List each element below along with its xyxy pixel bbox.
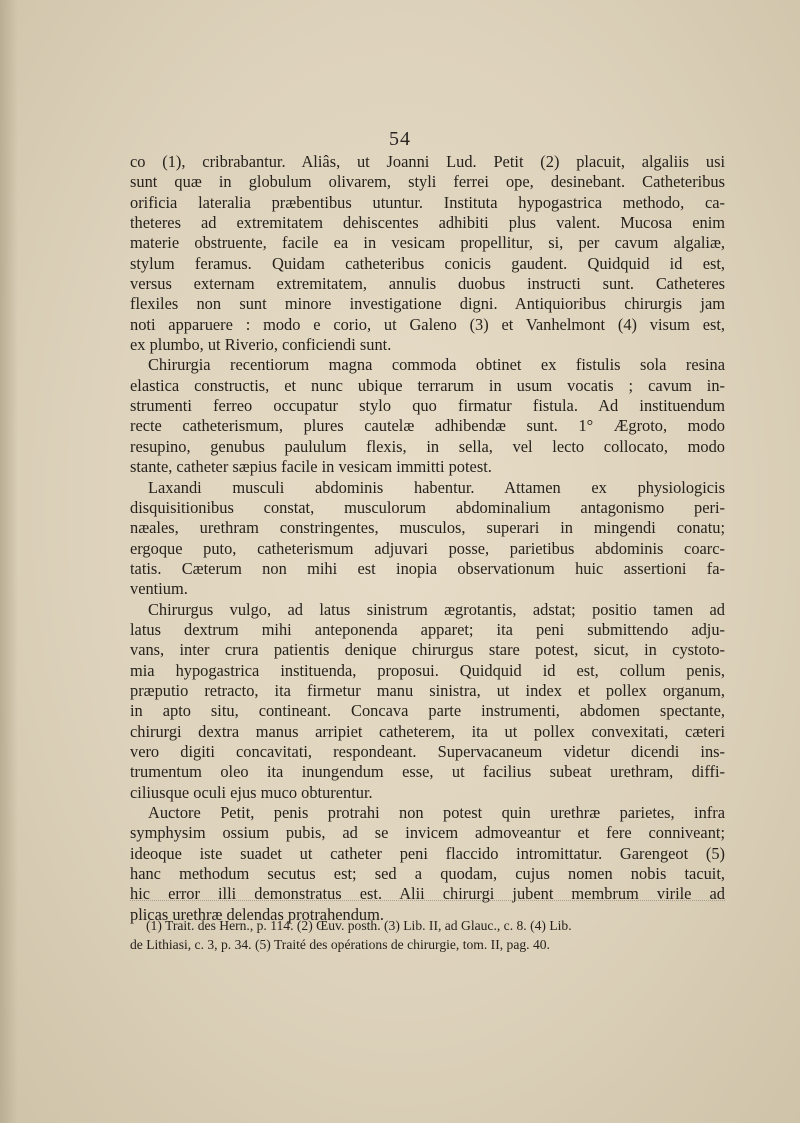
text-line: noti apparuere : modo e corio, ut Galeno (3) et Vanhelmont (4) visum est, [130,314,725,334]
footnotes [130,916,725,954]
footnote-divider [130,900,725,901]
paragraph-1 [130,152,725,355]
text-line: næales, urethram constringentes, musculos, superari in mingendi conatu; [130,518,725,538]
text-line: co (1), cribrabantur. Aliâs, ut Joanni Lud. Petit (2) placuit, algaliis usi [130,152,725,171]
text-line: Laxandi musculi abdominis habentur. Attamen ex physiologicis [148,477,725,497]
text-line: orificia lateralia præbentibus utuntur. Instituta hypogastrica methodo, ca- [130,192,725,212]
paragraph-5 [130,803,725,925]
text-line: plicas urethræ delendas protrahendum. [130,904,384,924]
text-line: latus dextrum mihi anteponenda apparet; ita peni submittendo adju- [130,619,725,639]
text-line: vero digiti concavitati, respondeant. Supervacaneum videtur dicendi ins- [130,741,725,761]
text-line: materie obstruente, facile ea in vesicam propellitur, si, per cavum algaliæ, [130,233,725,253]
text-line: mia hypogastrica instituenda, proposui. Quidquid id est, collum penis, [130,660,725,680]
text-line: tatis. Cæterum non mihi est inopia observationum huic assertioni fa- [130,558,725,578]
text-line: flexiles non sunt minore investigatione digni. Antiquioribus chirurgis jam [130,294,725,314]
text-line: theteres ad extremitatem dehiscentes adhibiti plus valent. Mucosa enim [130,213,725,233]
footnote-line: (1) Trait. des Hern., p. 114. (2) Œuv. posth. (3) Lib. II, ad Glauc., c. 8. (4) Lib. [146,918,572,933]
text-line: ciliusque oculi ejus muco obturentur. [130,782,373,802]
text-line: trumentum oleo ita inungendum esse, ut facilius subeat urethram, diffi- [130,762,725,782]
text-line: ex plumbo, ut Riverio, conficiendi sunt. [130,335,392,355]
text-line: sunt quæ in globulum olivarem, styli ferrei ope, desinebant. Catheteribus [130,172,725,192]
text-line: vans, inter crura patientis denique chirurgus stare potest, sicut, in cystoto- [130,640,725,660]
text-line: disquisitionibus constat, musculorum abdominalium antagonismo peri- [130,497,725,517]
text-line: recte catheterismum, plures cautelæ adhibendæ sunt. 1° Ægroto, modo [130,416,725,436]
paragraph-2 [130,355,725,477]
text-line: præputio retracto, ita firmetur manu sinistra, ut index et pollex organum, [130,680,725,700]
text-line: resupino, genubus paululum flexis, in sella, vel lecto collocato, modo [130,436,725,456]
text-line: elastica constructis, et nunc ubique terrarum in usum vocatis ; cavum in- [130,375,725,395]
page-number: 54 [389,128,411,150]
body-text [130,152,725,925]
text-line: versus externam extremitatem, annulis duobus instructi sunt. Catheteres [130,274,725,294]
text-line: hic error illi demonstratus est. Alii chirurgi jubent membrum virile ad [130,884,725,904]
text-line: Auctore Petit, penis protrahi non potest quin urethræ parietes, infra [148,803,725,822]
text-line: Chirurgus vulgo, ad latus sinistrum ægrotantis, adstat; positio tamen ad [148,599,725,619]
text-line: in apto situ, contineant. Concava parte instrumenti, abdomen spectante, [130,701,725,721]
text-line: ventium. [130,579,188,599]
text-line: stante, catheter sæpius facile in vesicam immitti potest. [130,457,492,477]
text-line: strumenti ferreo occupatur stylo quo firmatur fistula. Ad instituendum [130,396,725,416]
text-line: chirurgi dextra manus arripiet catheterem, ita ut pollex convexitati, cæteri [130,721,725,741]
page-edge-shadow [0,0,18,1123]
paragraph-4 [130,600,725,803]
paragraph-3 [130,478,725,600]
text-line: ergoque puto, catheterismum adjuvari posse, parietibus abdominis coarc- [130,538,725,558]
footnote-line: de Lithiasi, c. 3, p. 34. (5) Traité des opérations de chirurgie, tom. II, pag. 40. [130,937,550,952]
text-line: stylum feramus. Quidam catheteribus conicis gaudent. Quidquid id est, [130,253,725,273]
text-line: Chirurgia recentiorum magna commoda obtinet ex fistulis sola resina [148,355,725,375]
text-line: hanc methodum secutus est; sed a quodam, cujus nomen nobis tacuit, [130,864,725,884]
text-line: symphysim ossium pubis, ad se invicem admoveantur et fere conniveant; [130,823,725,843]
text-line: ideoque iste suadet ut catheter peni flaccido intromittatur. Garengeot (5) [130,843,725,863]
